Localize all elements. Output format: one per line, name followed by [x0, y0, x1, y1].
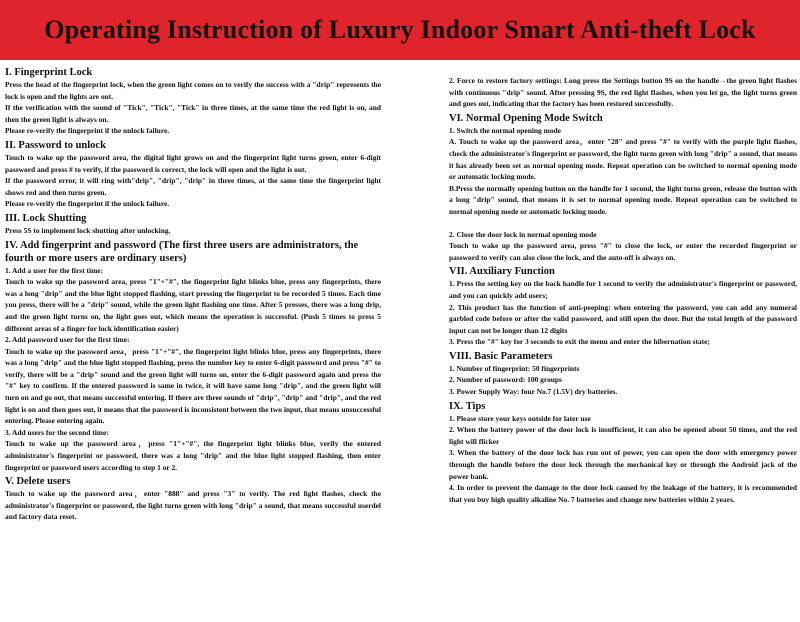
section-heading-basic-parameters: VIII. Basic Parameters: [449, 350, 553, 362]
paragraph: 2. When the battery power of the door lock is insufficient, it can also be opened about 50 times, and the red light will flicker: [449, 425, 797, 446]
section-heading-tips: IX. Tips: [449, 400, 486, 412]
paragraph: 1. Switch the normal opening mode: [449, 125, 561, 135]
paragraph: Touch to wake up the password area，press "1"+"#", the fingerprint light blinks blue, press any fingerprints, there was a long "drip" and the blue light stopped flashing, press the number key to enter 6-digit password and press "#" to verify, there will be a "drip" sound and the green light will turns on, enter the 6-digit password again and press the "#" key to confirm. If the entered password is same in twice, it will have same long "drip", and the green light will turn on and go out, that means successful entering. If there are three sounds of "drip", "drip" and "drip", and the red light is on and then goes out, it means that the password is inconsistent between the two input, that means unsuccessful entering. Please entering again.: [5, 346, 381, 426]
title-banner: [0, 0, 800, 60]
paragraph: If the verification with the sound of "Tick", "Tick", "Tick" in three times, at the same time the red light is on, and then the green light is always on.: [5, 103, 381, 124]
right-column: [449, 75, 797, 505]
paragraph: 2. This product has the function of anti-peeping: when entering the password, you can add any numeral garbled code before or after the valid password, and still open the door. But the total length of the password input can not be longer than 12 digits: [449, 302, 797, 335]
section-heading-fingerprint-lock: I. Fingerprint Lock: [5, 67, 93, 78]
paragraph: 2. Add password user for the first time:: [5, 335, 130, 345]
paragraph: Press 5S to implement lock shutting after unlocking.: [5, 225, 171, 235]
paragraph: B.Press the normally opening button on the handle for 1 second, the light turns green, release the button with a long "drip" sound, that means it is set to normal opening mode. Repeat operation can be switched to normal opening mode or automatic locking mode.: [449, 183, 797, 216]
paragraph: 4. In order to prevent the damage to the door lock caused by the leakage of the battery, it is recommended that you buy high quality alkaline No. 7 batteries and change new batteries within 2 years.: [449, 483, 797, 504]
section-heading-add-users: IV. Add fingerprint and password (The first three users are administrators, the fourth or more users are ordinary users): [5, 239, 359, 264]
paragraph: 1. Press the setting key on the back handle for 1 second to verify the administrator's fingerprint or password, and you can quickly add users;: [449, 279, 797, 300]
paragraph: 2. Force to restore factory settings: Long press the Settings button 9S on the handle→the green light flashes with continuous "drip" sound. After pressing 9S, the red light flashes, when you let go, the light turns green and goes out, indicating that the factory has been restored successfully.: [449, 76, 797, 109]
paragraph: Please re-verify the fingerprint if the unlock failure.: [5, 126, 170, 136]
paragraph: Touch to wake up the password area, press "#" to close the lock, or enter the recorded fingerprint or password to verify can also close the lock, and the auto-off is always on.: [449, 241, 797, 262]
page-title: Operating Instruction of Luxury Indoor Smart Anti-theft Lock: [44, 15, 756, 44]
left-column: [5, 64, 381, 523]
paragraph: 2. Close the door lock in normal opening mode: [449, 229, 597, 239]
section-heading-password-unlock: II. Password to unlock: [5, 139, 106, 151]
paragraph: 3. Power Supply Way: four No.7 (1.5V) dry batteries.: [449, 387, 618, 397]
paragraph: 3. Add users for the second time:: [5, 427, 109, 437]
paragraph: 3. Press the "#" key for 3 seconds to exit the menu and enter the hibernation state;: [449, 337, 710, 347]
paragraph: 2. Number of password: 100 groups: [449, 375, 562, 385]
paragraph: Touch to wake up the password area, press "1"+"#", the fingerprint light blinks blue, press any fingerprints, there was a long "drip" and the blue light stopped flashing, start pressing the fingerprint to be recorded 5 times. Each time you press, there will be a "drip" sound, while the green light flashing one time. After 5 presses, there was a long drip, and the green light turns on, the light goes out, which means the operation is successful. (Push 5 times to press 5 different areas of a finger for lock identification easier): [5, 277, 381, 333]
paragraph: Press the head of the fingerprint lock, when the green light comes on to verify the success with a "drip" represents the lock is open and the lights are out.: [5, 80, 381, 101]
paragraph: If the password error, it will ring with"drip", "drip", "drip" in three times, at the same time the fingerprint light shows red and then turns green.: [5, 176, 381, 197]
paragraph: Touch to wake up the password area，enter "888" and press "3" to verify. The red light flashes, check the administrator's fingerprint or password, the light turns green with long "drip" a sound, that means successful userdel and factory data reset.: [5, 489, 381, 522]
paragraph: 1. Number of fingerprint: 50 fingerprints: [449, 363, 580, 373]
section-heading-lock-shutting: III. Lock Shutting: [5, 212, 87, 224]
paragraph: Touch to wake up the password area, the digital light grows on and the fingerprint light turns green, enter 6-digit password and press # to verify, if the password is correct, the lock will open and the light is out.: [5, 152, 381, 174]
paragraph: Please re-verify the fingerprint if the unlock failure.: [5, 199, 170, 209]
spacer: [449, 218, 797, 229]
paragraph: 3. When the battery of the door lock has run out of power, you can open the door with emergency power through the handle before the door lock through the mechanical key or through the Android jack of the power bank.: [449, 448, 797, 481]
section-heading-auxiliary-function: VII. Auxiliary Function: [449, 266, 555, 278]
paragraph: Touch to wake up the password area，press "1"+"#", the fingerprint light blinks blue, verify the entered administrator's fingerprint or password, there was a long "drip" and the blue light stopped flashing, then enter fingerprint or password users according to step 1 or 2.: [5, 439, 381, 472]
paragraph: A. Touch to wake up the password area，enter "28" and press "#" to verify with the purple light flashes, check the administrator's fingerprint or password, the light turns green with long "drip" a sound, that means it has already been set as normal opening mode. Repeat operation can be switched to normal opening mode or automatic locking mode.: [449, 137, 797, 182]
paragraph: 1. Add a user for the first time:: [5, 265, 104, 275]
section-heading-normal-opening: VI. Normal Opening Mode Switch: [449, 112, 603, 124]
paragraph: 1. Please store your keys outside for later use: [449, 413, 591, 423]
section-heading-delete-users: V. Delete users: [5, 476, 71, 488]
